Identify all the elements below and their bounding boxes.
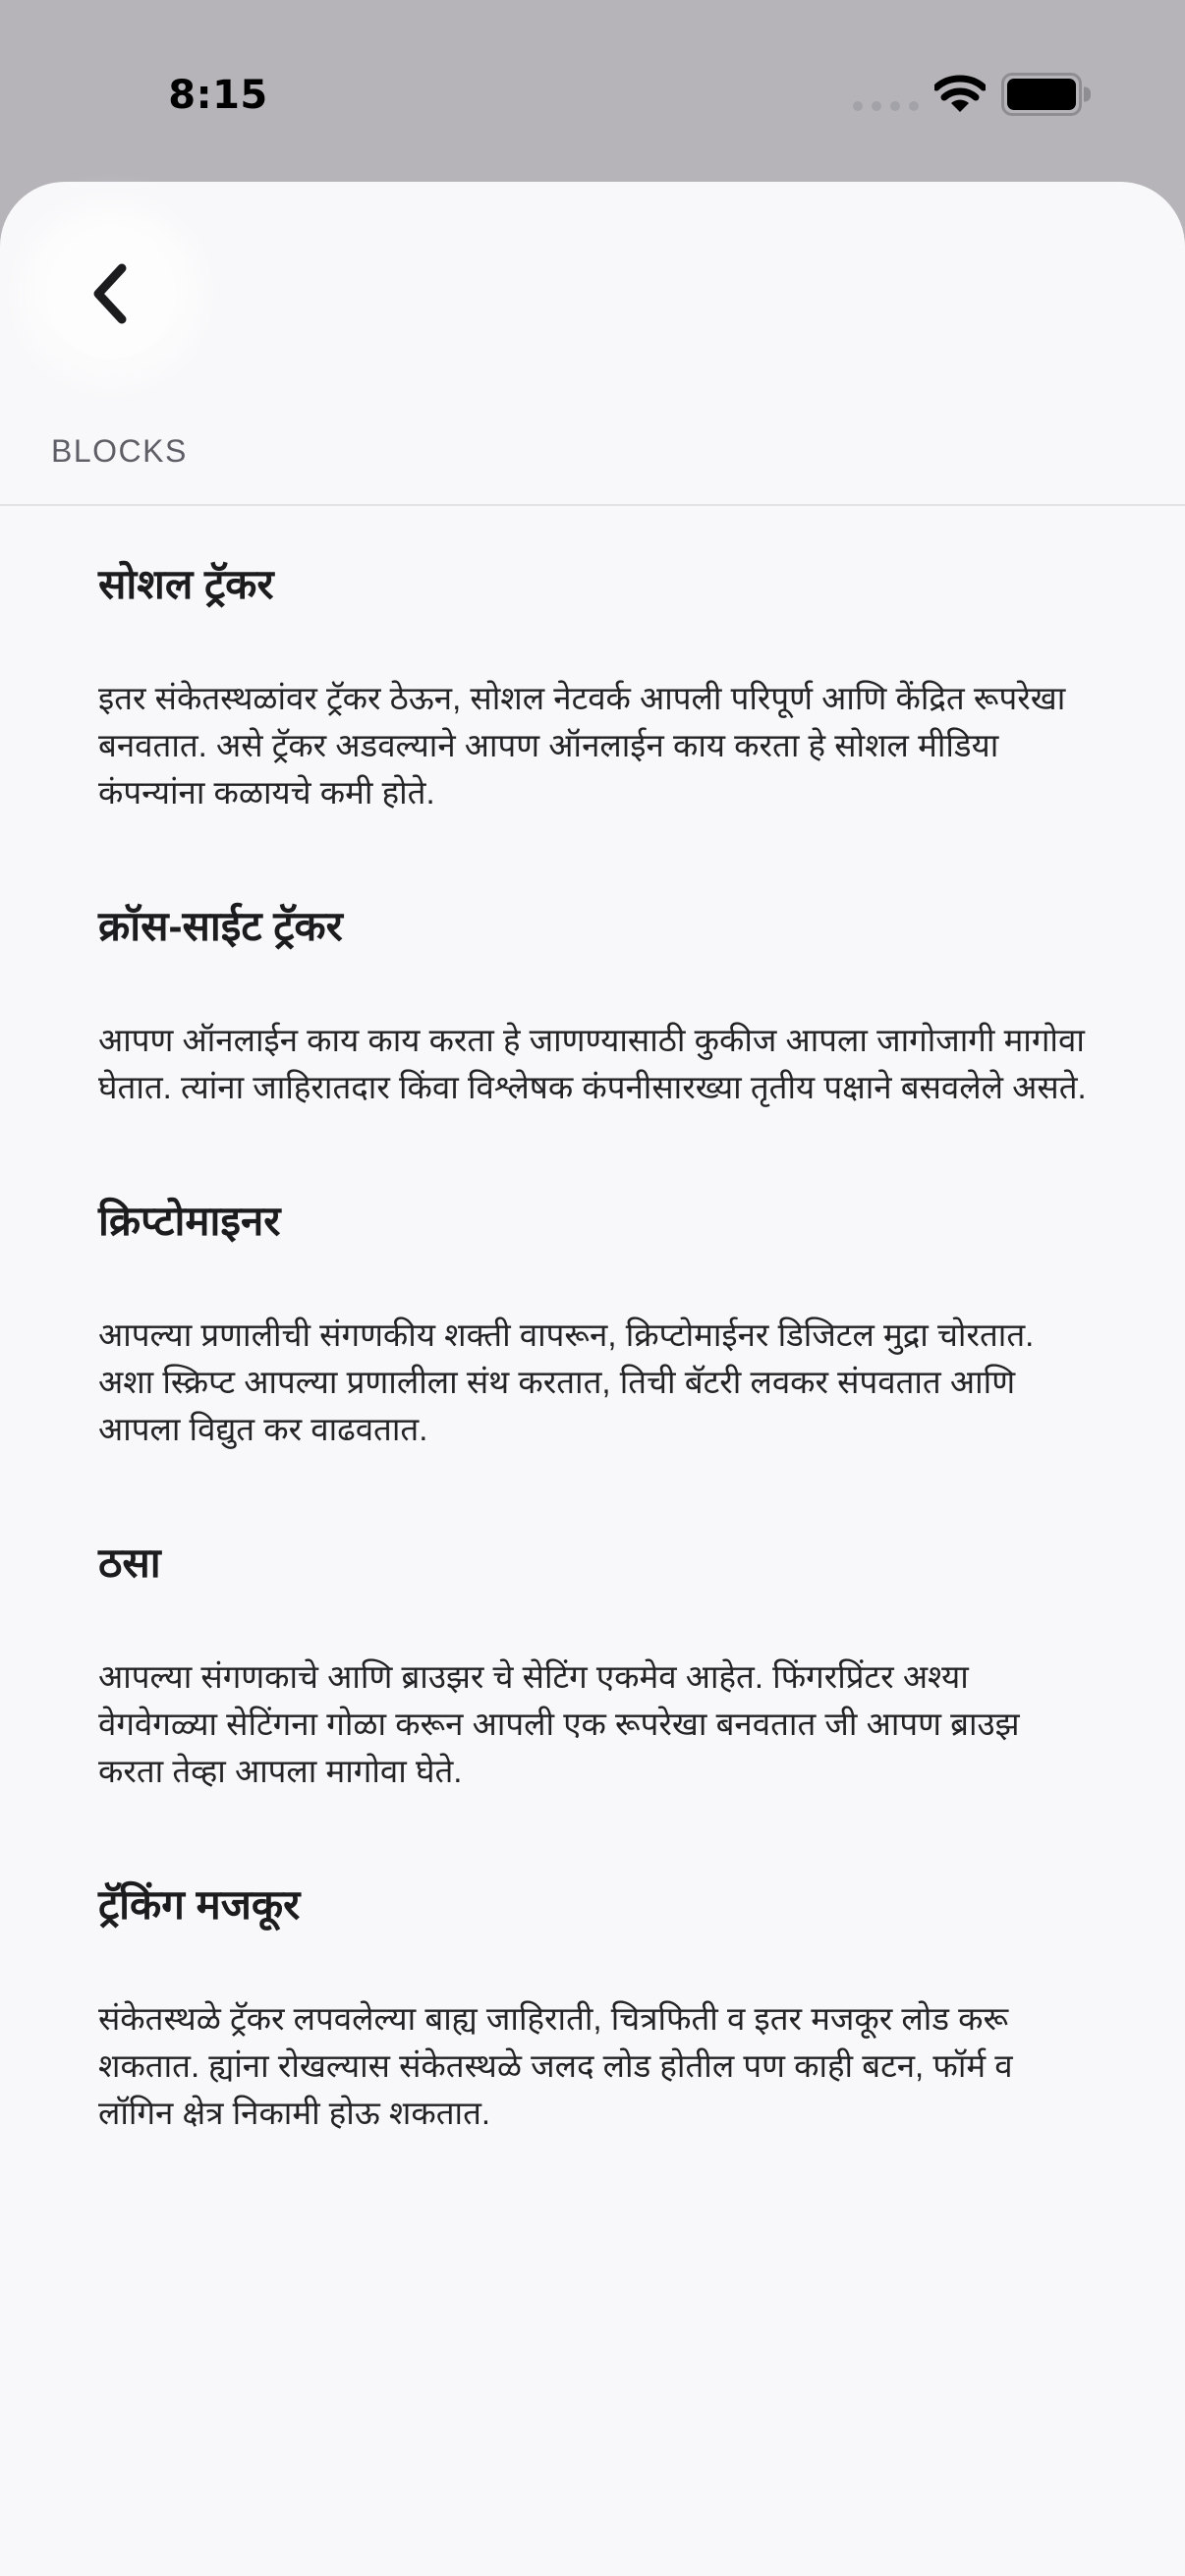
blocks-list	[0, 506, 1185, 2576]
block-section	[98, 555, 1089, 816]
block-section-body: इतर संकेतस्थळांवर ट्रॅकर ठेऊन, सोशल नेटवर्क आपली परिपूर्ण आणि केंद्रित रूपरेखा बनवतात. असे ट्रॅकर अडवल्याने आपण ऑनलाईन काय करता हे सोशल मीडिया कंपन्यांना कळायचे कमी होते.	[98, 680, 1066, 811]
battery-full-icon	[1001, 73, 1082, 116]
content-sheet	[0, 182, 1185, 2576]
block-section-heading: ट्रॅकिंग मजकूर	[98, 1881, 301, 1928]
block-section	[98, 1534, 1089, 1795]
page-title: BLOCKS	[51, 433, 188, 469]
block-section	[98, 1192, 1089, 1453]
status-time: 8:15	[168, 73, 268, 118]
chevron-left-icon	[77, 254, 145, 333]
block-section-body: आपल्या संगणकाचे आणि ब्राउझर चे सेटिंग एकमेव आहेत. फिंगरप्रिंटर अश्या वेगवेगळ्या सेटिंगना गोळा करून आपली एक रूपरेखा बनवतात जी आपण ब्राउझ करता तेव्हा आपला मागोवा घेते.	[98, 1658, 1020, 1789]
status-icons	[853, 75, 1082, 114]
status-bar	[0, 0, 1185, 133]
block-section-heading: क्रॉस-साईट ट्रॅकर	[98, 903, 343, 949]
block-section-heading: ठसा	[98, 1540, 161, 1586]
block-section	[98, 1876, 1089, 2137]
cellular-dots-icon	[853, 101, 919, 111]
block-section-heading: सोशल ट्रॅकर	[98, 561, 274, 607]
block-section	[98, 897, 1089, 1111]
block-section-body: आपल्या प्रणालीची संगणकीय शक्ती वापरून, क्रिप्टोमाईनर डिजिटल मुद्रा चोरतात. अशा स्क्रिप्ट आपल्या प्रणालीला संथ करतात, तिची बॅटरी लवकर संपवतात आणि आपला विद्युत कर वाढवतात.	[98, 1316, 1035, 1447]
block-section-body: आपण ऑनलाईन काय काय करता हे जाणण्यासाठी कुकीज आपला जागोजागी मागोवा घेतात. त्यांना जाहिरातदार किंवा विश्लेषक कंपनीसारख्या तृतीय पक्षाने बसवलेले असते.	[98, 1022, 1087, 1105]
block-section-body: संकेतस्थळे ट्रॅकर लपवलेल्या बाह्य जाहिराती, चित्रफिती व इतर मजकूर लोड करू शकतात. ह्यांना रोखल्यास संकेतस्थळे जलद लोड होतील पण काही बटन, फॉर्म व लॉगिन क्षेत्र निकामी होऊ शकतात.	[98, 2000, 1013, 2131]
block-section-heading: क्रिप्टोमाइनर	[98, 1198, 281, 1244]
wifi-icon	[934, 75, 986, 114]
back-button[interactable]	[46, 229, 176, 359]
